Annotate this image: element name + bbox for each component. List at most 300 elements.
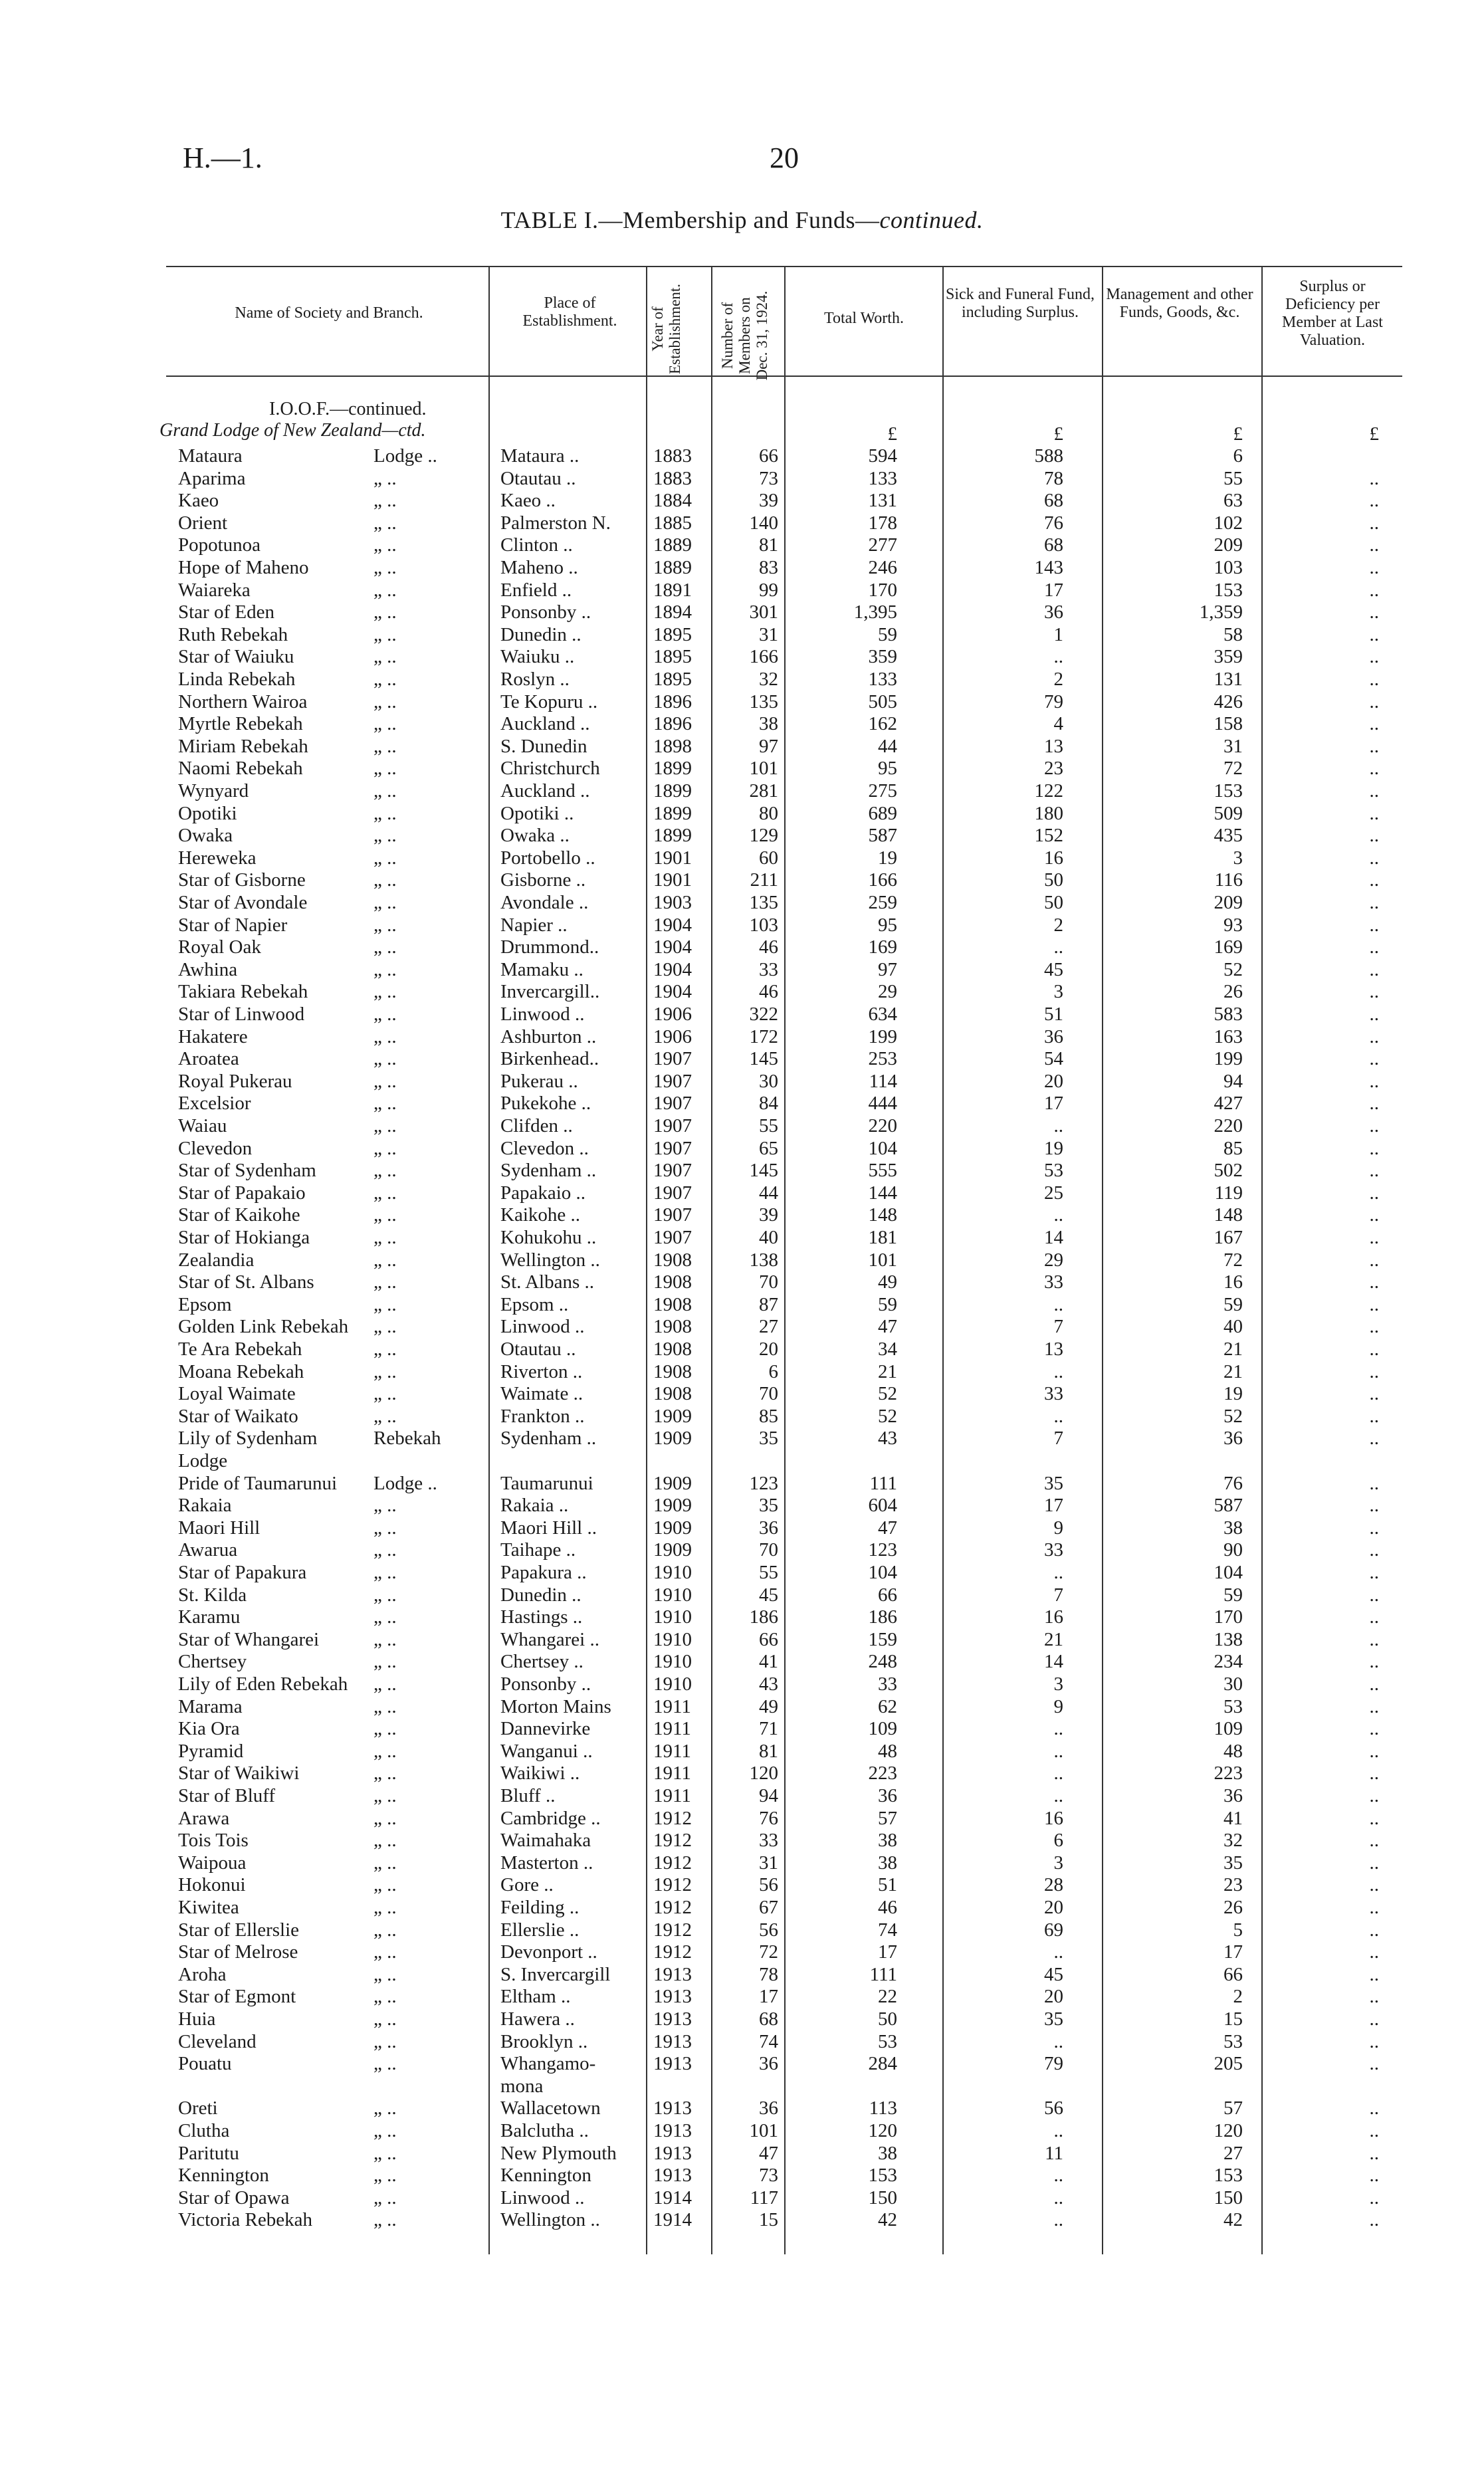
surplus-per-member: .. xyxy=(1369,914,1379,936)
surplus-per-member: .. xyxy=(1369,1606,1379,1628)
society-name: Pouatu xyxy=(178,2053,232,2075)
table-row xyxy=(0,1763,1484,1784)
surplus-per-member: .. xyxy=(1369,1852,1379,1874)
member-count: 31 xyxy=(759,623,778,645)
branch-type: „ .. xyxy=(373,1204,397,1226)
branch-type: „ .. xyxy=(373,958,397,980)
surplus-per-member: .. xyxy=(1369,534,1379,556)
branch-type: „ .. xyxy=(373,1763,397,1784)
year-established: 1908 xyxy=(653,1271,692,1293)
total-worth: 359 xyxy=(868,646,897,668)
sick-funeral-fund: 14 xyxy=(1044,1651,1063,1673)
branch-type: „ .. xyxy=(373,1651,397,1673)
place-of-establishment: Clifden .. xyxy=(500,1115,573,1136)
table-row xyxy=(0,580,1484,601)
surplus-per-member: .. xyxy=(1369,1160,1379,1182)
year-established: 1911 xyxy=(653,1695,691,1717)
management-fund: 53 xyxy=(1223,1695,1243,1717)
surplus-per-member: .. xyxy=(1369,1695,1379,1717)
sick-funeral-fund: 56 xyxy=(1044,2097,1063,2119)
society-name: Star of Melrose xyxy=(178,1941,298,1963)
management-fund: 5 xyxy=(1233,1919,1243,1941)
year-established: 1913 xyxy=(653,2142,692,2164)
table-row xyxy=(0,1093,1484,1115)
management-fund: 158 xyxy=(1214,713,1243,735)
total-worth: 123 xyxy=(868,1539,897,1561)
member-count: 60 xyxy=(759,847,778,869)
surplus-per-member: .. xyxy=(1369,825,1379,847)
society-name: Myrtle Rebekah xyxy=(178,713,303,735)
place-of-establishment: Clevedon .. xyxy=(500,1137,589,1159)
year-established: 1913 xyxy=(653,2097,692,2119)
surplus-per-member: .. xyxy=(1369,1360,1379,1382)
place-of-establishment: Papakaio .. xyxy=(500,1182,586,1204)
total-worth: 47 xyxy=(878,1316,897,1338)
sick-funeral-fund: 4 xyxy=(1053,713,1063,735)
sick-funeral-fund: 143 xyxy=(1034,557,1063,578)
society-name: Waiau xyxy=(178,1115,227,1136)
total-worth: 169 xyxy=(868,936,897,958)
sick-funeral-fund: 25 xyxy=(1044,1182,1063,1204)
society-name: Excelsior xyxy=(178,1093,251,1115)
total-worth: 444 xyxy=(868,1093,897,1115)
management-fund: 59 xyxy=(1223,1293,1243,1315)
surplus-per-member: .. xyxy=(1369,512,1379,534)
member-count: 56 xyxy=(759,1874,778,1896)
total-worth: 253 xyxy=(868,1048,897,1070)
year-established: 1904 xyxy=(653,981,692,1003)
year-established: 1908 xyxy=(653,1339,692,1360)
society-name: Oreti xyxy=(178,2097,218,2119)
place-of-establishment: Bluff .. xyxy=(500,1785,556,1806)
member-count: 31 xyxy=(759,1852,778,1874)
society-name: Chertsey xyxy=(178,1651,247,1673)
member-count: 145 xyxy=(749,1160,778,1182)
total-worth: 74 xyxy=(878,1919,897,1941)
branch-type: „ .. xyxy=(373,1718,397,1740)
total-worth: 248 xyxy=(868,1651,897,1673)
year-established: 1908 xyxy=(653,1360,692,1382)
management-fund: 131 xyxy=(1214,669,1243,690)
member-count: 38 xyxy=(759,713,778,735)
branch-type: „ .. xyxy=(373,512,397,534)
year-established: 1911 xyxy=(653,1785,691,1806)
management-fund: 148 xyxy=(1214,1204,1243,1226)
place-of-establishment: Waikiwi .. xyxy=(500,1763,580,1784)
member-count: 33 xyxy=(759,958,778,980)
page-code: H.—1. xyxy=(183,142,263,174)
surplus-per-member: .. xyxy=(1369,1673,1379,1695)
management-fund: 199 xyxy=(1214,1048,1243,1070)
surplus-per-member: .. xyxy=(1369,691,1379,712)
total-worth: 689 xyxy=(868,802,897,824)
branch-type: „ .. xyxy=(373,1941,397,1963)
sick-funeral-fund: 3 xyxy=(1053,1852,1063,1874)
surplus-per-member: .. xyxy=(1369,1874,1379,1896)
year-established: 1913 xyxy=(653,1986,692,2008)
year-established: 1906 xyxy=(653,1025,692,1047)
member-count: 39 xyxy=(759,1204,778,1226)
table-title-main: TABLE I.—Membership and Funds— xyxy=(500,207,880,233)
year-established: 1910 xyxy=(653,1606,692,1628)
member-count: 70 xyxy=(759,1271,778,1293)
place-of-establishment: Dunedin .. xyxy=(500,623,582,645)
member-count: 67 xyxy=(759,1897,778,1918)
sick-funeral-fund: 17 xyxy=(1044,1495,1063,1517)
society-name: Awarua xyxy=(178,1539,238,1561)
surplus-per-member: .. xyxy=(1369,1986,1379,2008)
total-worth: 181 xyxy=(868,1227,897,1248)
society-name: Kennington xyxy=(178,2165,269,2187)
surplus-per-member: .. xyxy=(1369,1651,1379,1673)
year-established: 1904 xyxy=(653,936,692,958)
society-name: Pyramid xyxy=(178,1740,244,1762)
society-name: Aroatea xyxy=(178,1048,239,1070)
member-count: 87 xyxy=(759,1293,778,1315)
sick-funeral-fund: 2 xyxy=(1053,669,1063,690)
sick-funeral-fund: 78 xyxy=(1044,467,1063,489)
management-fund: 150 xyxy=(1214,2187,1243,2208)
surplus-per-member: .. xyxy=(1369,1405,1379,1427)
sick-funeral-fund: 68 xyxy=(1044,534,1063,556)
surplus-per-member: .. xyxy=(1369,847,1379,869)
year-established: 1909 xyxy=(653,1428,692,1450)
management-fund: 223 xyxy=(1214,1763,1243,1784)
total-worth: 29 xyxy=(878,981,897,1003)
table-row xyxy=(0,2187,1484,2209)
management-fund: 85 xyxy=(1223,1137,1243,1159)
member-count: 27 xyxy=(759,1316,778,1338)
society-name: Epsom xyxy=(178,1293,232,1315)
year-established: 1911 xyxy=(653,1763,691,1784)
member-count: 40 xyxy=(759,1227,778,1248)
place-of-establishment: Chertsey .. xyxy=(500,1651,583,1673)
management-fund: 23 xyxy=(1223,1874,1243,1896)
year-established: 1904 xyxy=(653,958,692,980)
surplus-per-member: .. xyxy=(1369,1562,1379,1583)
total-worth: 220 xyxy=(868,1115,897,1136)
branch-type: „ .. xyxy=(373,1874,397,1896)
member-count: 15 xyxy=(759,2209,778,2231)
surplus-per-member: .. xyxy=(1369,1495,1379,1517)
total-worth: 42 xyxy=(878,2209,897,2231)
place-of-establishment: Whangamo- xyxy=(500,2053,596,2075)
place-of-establishment: Wellington .. xyxy=(500,1249,600,1271)
management-fund: 1,359 xyxy=(1199,601,1243,623)
sick-funeral-fund: 33 xyxy=(1044,1271,1063,1293)
table-row xyxy=(0,691,1484,713)
management-fund: 55 xyxy=(1223,467,1243,489)
society-name: Paritutu xyxy=(178,2142,239,2164)
management-fund: 48 xyxy=(1223,1740,1243,1762)
table-title-continued: continued. xyxy=(879,207,984,233)
place-of-establishment: New Plymouth xyxy=(500,2142,617,2164)
society-name: Wynyard xyxy=(178,780,249,802)
year-established: 1907 xyxy=(653,1070,692,1092)
place-of-establishment: Kaeo .. xyxy=(500,490,556,512)
surplus-per-member: .. xyxy=(1369,2030,1379,2052)
branch-type: „ .. xyxy=(373,1293,397,1315)
table-row xyxy=(0,1673,1484,1695)
surplus-per-member: .. xyxy=(1369,1293,1379,1315)
management-fund: 42 xyxy=(1223,2209,1243,2231)
table-title xyxy=(0,206,1484,234)
year-established: 1899 xyxy=(653,758,692,780)
total-worth: 113 xyxy=(869,2097,897,2119)
year-established: 1899 xyxy=(653,780,692,802)
table-row xyxy=(0,1071,1484,1093)
table-row xyxy=(0,1115,1484,1137)
surplus-per-member: .. xyxy=(1369,1339,1379,1360)
society-name: Zealandia xyxy=(178,1249,255,1271)
year-established: 1912 xyxy=(653,1807,692,1829)
management-fund: 3 xyxy=(1233,847,1243,869)
society-name: Cleveland xyxy=(178,2030,257,2052)
place-of-establishment: Otautau .. xyxy=(500,467,576,489)
sick-funeral-fund: 588 xyxy=(1034,445,1063,467)
place-of-establishment: Roslyn .. xyxy=(500,669,570,690)
table-row xyxy=(0,1428,1484,1450)
society-name: Rakaia xyxy=(178,1495,232,1517)
total-worth: 634 xyxy=(868,1004,897,1025)
table-row xyxy=(0,2031,1484,2053)
year-established: 1889 xyxy=(653,534,692,556)
sick-funeral-fund: 51 xyxy=(1044,1004,1063,1025)
member-count: 36 xyxy=(759,2053,778,2075)
management-fund: 52 xyxy=(1223,958,1243,980)
member-count: 39 xyxy=(759,490,778,512)
year-established: 1907 xyxy=(653,1093,692,1115)
branch-type: Lodge .. xyxy=(373,445,437,467)
sick-funeral-fund: 79 xyxy=(1044,691,1063,712)
member-count: 36 xyxy=(759,1517,778,1539)
place-of-establishment: Avondale .. xyxy=(500,892,589,913)
management-fund: 509 xyxy=(1214,802,1243,824)
society-name: Star of Hokianga xyxy=(178,1227,310,1248)
total-worth: 246 xyxy=(868,557,897,578)
table-row xyxy=(0,713,1484,735)
surplus-per-member: .. xyxy=(1369,579,1379,601)
management-fund: 153 xyxy=(1214,780,1243,802)
management-fund: 163 xyxy=(1214,1025,1243,1047)
member-count: 20 xyxy=(759,1339,778,1360)
management-fund: 31 xyxy=(1223,735,1243,757)
table-row xyxy=(0,557,1484,579)
management-fund: 40 xyxy=(1223,1316,1243,1338)
member-count: 76 xyxy=(759,1807,778,1829)
management-fund: 36 xyxy=(1223,1428,1243,1450)
management-fund: 93 xyxy=(1223,914,1243,936)
society-name: Huia xyxy=(178,2008,216,2030)
management-fund: 38 xyxy=(1223,1517,1243,1539)
society-name: St. Kilda xyxy=(178,1584,247,1606)
society-name: Star of Bluff xyxy=(178,1785,276,1806)
member-count: 138 xyxy=(749,1249,778,1271)
year-established: 1895 xyxy=(653,646,692,668)
table-row xyxy=(0,1651,1484,1673)
total-worth: 259 xyxy=(868,892,897,913)
surplus-per-member: .. xyxy=(1369,1897,1379,1918)
place-of-establishment: mona xyxy=(500,2075,544,2097)
member-count: 45 xyxy=(759,1584,778,1606)
management-fund: 72 xyxy=(1223,758,1243,780)
table-row xyxy=(0,1539,1484,1561)
place-of-establishment: Devonport .. xyxy=(500,1941,597,1963)
society-name: Orient xyxy=(178,512,228,534)
year-established: 1909 xyxy=(653,1405,692,1427)
sick-funeral-fund: 1 xyxy=(1053,623,1063,645)
surplus-per-member: .. xyxy=(1369,557,1379,578)
sick-funeral-fund: 13 xyxy=(1044,1339,1063,1360)
sick-funeral-fund: 45 xyxy=(1044,1963,1063,1985)
sick-funeral-fund: .. xyxy=(1053,1115,1063,1136)
year-established: 1899 xyxy=(653,802,692,824)
branch-type: „ .. xyxy=(373,1405,397,1427)
branch-type: „ .. xyxy=(373,1137,397,1159)
place-of-establishment: Enfield .. xyxy=(500,579,572,601)
total-worth: 38 xyxy=(878,1830,897,1852)
management-fund: 15 xyxy=(1223,2008,1243,2030)
society-name: Star of Gisborne xyxy=(178,869,306,891)
member-count: 97 xyxy=(759,735,778,757)
sick-funeral-fund: 45 xyxy=(1044,958,1063,980)
year-established: 1907 xyxy=(653,1227,692,1248)
total-worth: 150 xyxy=(868,2187,897,2208)
table-row xyxy=(0,1986,1484,2008)
year-established: 1909 xyxy=(653,1472,692,1494)
member-count: 123 xyxy=(749,1472,778,1494)
table-row xyxy=(0,1495,1484,1517)
branch-type: „ .. xyxy=(373,1249,397,1271)
sick-funeral-fund: 21 xyxy=(1044,1628,1063,1650)
place-of-establishment: Ponsonby .. xyxy=(500,1673,591,1695)
branch-type: „ .. xyxy=(373,1360,397,1382)
sick-funeral-fund: .. xyxy=(1053,1718,1063,1740)
year-established: 1912 xyxy=(653,1852,692,1874)
total-worth: 104 xyxy=(868,1137,897,1159)
table-row xyxy=(0,1316,1484,1338)
year-established: 1901 xyxy=(653,869,692,891)
management-fund: 63 xyxy=(1223,490,1243,512)
year-established: 1912 xyxy=(653,1874,692,1896)
management-fund: 36 xyxy=(1223,1785,1243,1806)
society-name: Karamu xyxy=(178,1606,241,1628)
society-name: Hereweka xyxy=(178,847,257,869)
year-established: 1889 xyxy=(653,557,692,578)
society-name: Star of Papakaio xyxy=(178,1182,306,1204)
sick-funeral-fund: 33 xyxy=(1044,1383,1063,1405)
total-worth: 223 xyxy=(868,1763,897,1784)
total-worth: 120 xyxy=(868,2120,897,2141)
total-worth: 57 xyxy=(878,1807,897,1829)
total-worth: 170 xyxy=(868,579,897,601)
branch-type: „ .. xyxy=(373,1919,397,1941)
society-name: Star of Papakura xyxy=(178,1562,307,1583)
table-row xyxy=(0,959,1484,981)
table-row xyxy=(0,914,1484,936)
member-count: 33 xyxy=(759,1830,778,1852)
member-count: 281 xyxy=(749,780,778,802)
branch-type: Lodge .. xyxy=(373,1472,437,1494)
column-header-mgmt: Management and other Funds, Goods, &c. xyxy=(1106,286,1253,321)
table-row xyxy=(0,1696,1484,1718)
place-of-establishment: Drummond.. xyxy=(500,936,599,958)
total-worth: 43 xyxy=(878,1428,897,1450)
surplus-per-member: .. xyxy=(1369,1763,1379,1784)
place-of-establishment: Otautau .. xyxy=(500,1339,576,1360)
sick-funeral-fund: 36 xyxy=(1044,1025,1063,1047)
management-fund: 26 xyxy=(1223,981,1243,1003)
total-worth: 51 xyxy=(878,1874,897,1896)
column-header-name: Name of Society and Branch. xyxy=(235,304,423,322)
sick-funeral-fund: .. xyxy=(1053,1405,1063,1427)
management-fund: 16 xyxy=(1223,1271,1243,1293)
surplus-per-member: .. xyxy=(1369,467,1379,489)
sick-funeral-fund: 122 xyxy=(1034,780,1063,802)
sick-funeral-fund: .. xyxy=(1053,1785,1063,1806)
surplus-per-member: .. xyxy=(1369,1182,1379,1204)
management-fund: 76 xyxy=(1223,1472,1243,1494)
society-heading xyxy=(269,399,427,420)
member-count: 81 xyxy=(759,1740,778,1762)
society-name: Star of Kaikohe xyxy=(178,1204,300,1226)
surplus-per-member: .. xyxy=(1369,1271,1379,1293)
management-fund: 30 xyxy=(1223,1673,1243,1695)
surplus-per-member: .. xyxy=(1369,2165,1379,2187)
member-count: 94 xyxy=(759,1785,778,1806)
total-worth: 44 xyxy=(878,735,897,757)
sick-funeral-fund: 20 xyxy=(1044,1070,1063,1092)
place-of-establishment: Taihape .. xyxy=(500,1539,576,1561)
member-count: 55 xyxy=(759,1115,778,1136)
place-of-establishment: Auckland .. xyxy=(500,780,590,802)
management-fund: 35 xyxy=(1223,1852,1243,1874)
place-of-establishment: Balclutha .. xyxy=(500,2120,589,2141)
place-of-establishment: Frankton .. xyxy=(500,1405,585,1427)
place-of-establishment: Waimate .. xyxy=(500,1383,583,1405)
member-count: 73 xyxy=(759,2165,778,2187)
member-count: 30 xyxy=(759,1070,778,1092)
member-count: 71 xyxy=(759,1718,778,1740)
sick-funeral-fund: 3 xyxy=(1053,1673,1063,1695)
society-name: Royal Pukerau xyxy=(178,1070,292,1092)
society-name: Star of St. Albans xyxy=(178,1271,314,1293)
sick-funeral-fund: .. xyxy=(1053,2030,1063,2052)
table-row xyxy=(0,981,1484,1003)
surplus-per-member: .. xyxy=(1369,646,1379,668)
sick-funeral-fund: 23 xyxy=(1044,758,1063,780)
total-worth: 199 xyxy=(868,1025,897,1047)
branch-type: „ .. xyxy=(373,825,397,847)
total-worth: 22 xyxy=(878,1986,897,2008)
surplus-per-member: .. xyxy=(1369,1025,1379,1047)
sick-funeral-fund: 20 xyxy=(1044,1897,1063,1918)
table-row xyxy=(0,2165,1484,2187)
surplus-per-member: .. xyxy=(1369,1137,1379,1159)
year-established: 1896 xyxy=(653,691,692,712)
sick-funeral-fund: 6 xyxy=(1053,1830,1063,1852)
society-name: Maori Hill xyxy=(178,1517,261,1539)
branch-type: „ .. xyxy=(373,1562,397,1583)
sick-funeral-fund: 19 xyxy=(1044,1137,1063,1159)
society-name: Waipoua xyxy=(178,1852,247,1874)
table-row xyxy=(0,2097,1484,2119)
place-of-establishment: Papakura .. xyxy=(500,1562,587,1583)
society-name: Lodge xyxy=(178,1450,228,1471)
total-worth: 144 xyxy=(868,1182,897,1204)
total-worth: 59 xyxy=(878,1293,897,1315)
sick-funeral-fund: 16 xyxy=(1044,847,1063,869)
